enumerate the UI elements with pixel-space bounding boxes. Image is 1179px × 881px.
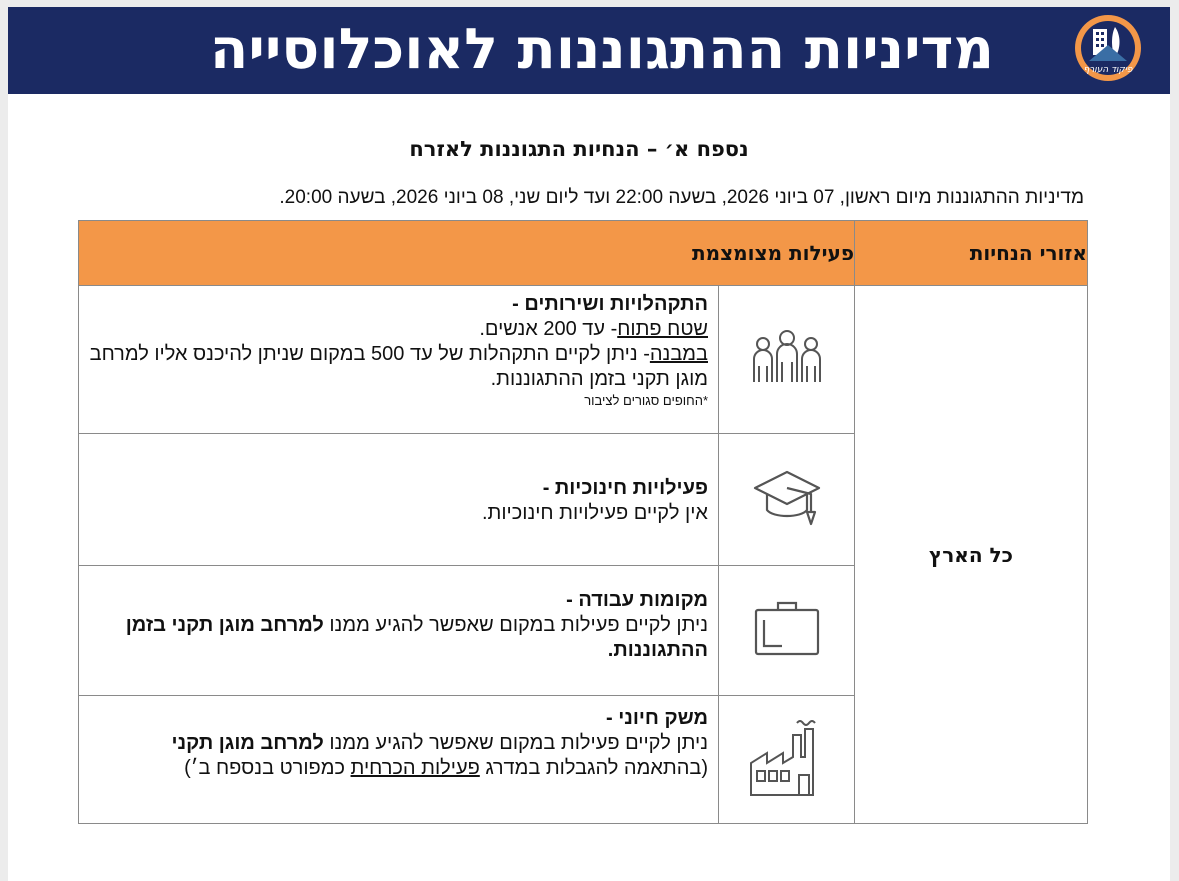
column-header-activity: פעילות מצומצמת (79, 221, 855, 286)
home-front-command-logo (1071, 15, 1145, 85)
icon-cell (719, 434, 855, 566)
essential-emphasis: למרחב מוגן תקני (171, 732, 324, 754)
essential-body: ניתן לקיים פעילות במקום שאפשר להגיע ממנו (329, 732, 708, 754)
gatherings-heading: התקהלויות ושירותים - (512, 293, 708, 315)
open-area-line (89, 317, 708, 342)
education-heading: פעילויות חינוכיות - (542, 476, 708, 499)
workplaces-text (89, 613, 708, 663)
title-banner (8, 7, 1170, 94)
education-cell (79, 434, 719, 566)
beaches-note: *החופים סגורים לציבור (584, 393, 708, 408)
essential-text (89, 731, 708, 756)
policy-period: מדיניות ההתגוננות מיום ראשון, 07 ביוני 2026, בשעה 22:00 ועד ליום שני, 08 ביוני 2026, בשעה 20:00. (279, 187, 1084, 208)
graduation-cap-icon (751, 464, 823, 535)
factory-icon (747, 715, 827, 804)
building-label: במבנה (649, 343, 708, 365)
logo-caption: פיקוד העורף (1083, 65, 1133, 75)
workplaces-cell (79, 566, 719, 696)
essential-activity-link[interactable]: פעילות הכרחית (350, 757, 480, 779)
guidelines-table (78, 220, 1088, 824)
table-header-row (79, 221, 1088, 286)
icon-cell (719, 286, 855, 434)
building-line (89, 342, 708, 392)
education-text: אין לקיים פעילויות חינוכיות. (481, 501, 708, 524)
icon-cell (719, 566, 855, 696)
annex-title: נספח א׳ – הנחיות התגוננות לאזרח (409, 137, 749, 161)
building-text: - ניתן לקיים התקהלות של עד 500 במקום שניתן להיכנס אליו למרחב מוגן תקני בזמן ההתגוננות. (89, 343, 708, 390)
open-area-label: שטח פתוח (617, 318, 708, 340)
essential-reference-post: כמפורט בנספח ב׳) (184, 757, 345, 779)
essential-reference (89, 756, 708, 781)
document-page (8, 7, 1170, 881)
essential-reference-pre: (בהתאמה להגבלות במדרג (485, 757, 708, 779)
people-icon (745, 328, 829, 391)
table-row (79, 286, 1088, 434)
icon-cell (719, 696, 855, 824)
gatherings-cell (79, 286, 719, 434)
open-area-text: - עד 200 אנשים. (479, 318, 618, 340)
essential-heading: משק חיוני - (605, 707, 708, 729)
workplaces-body: ניתן לקיים פעילות במקום שאפשר להגיע ממנו (329, 614, 708, 636)
essential-economy-cell (79, 696, 719, 824)
column-header-zones: אזורי הנחיות (855, 221, 1088, 286)
page-title: מדיניות ההתגוננות לאוכלוסייה (209, 17, 994, 82)
zone-cell: כל הארץ (855, 286, 1088, 824)
workplaces-heading: מקומות עבודה - (566, 589, 708, 611)
briefcase-icon (752, 598, 822, 663)
workplaces-emphasis: למרחב מוגן תקני בזמן ההתגוננות. (125, 614, 708, 661)
